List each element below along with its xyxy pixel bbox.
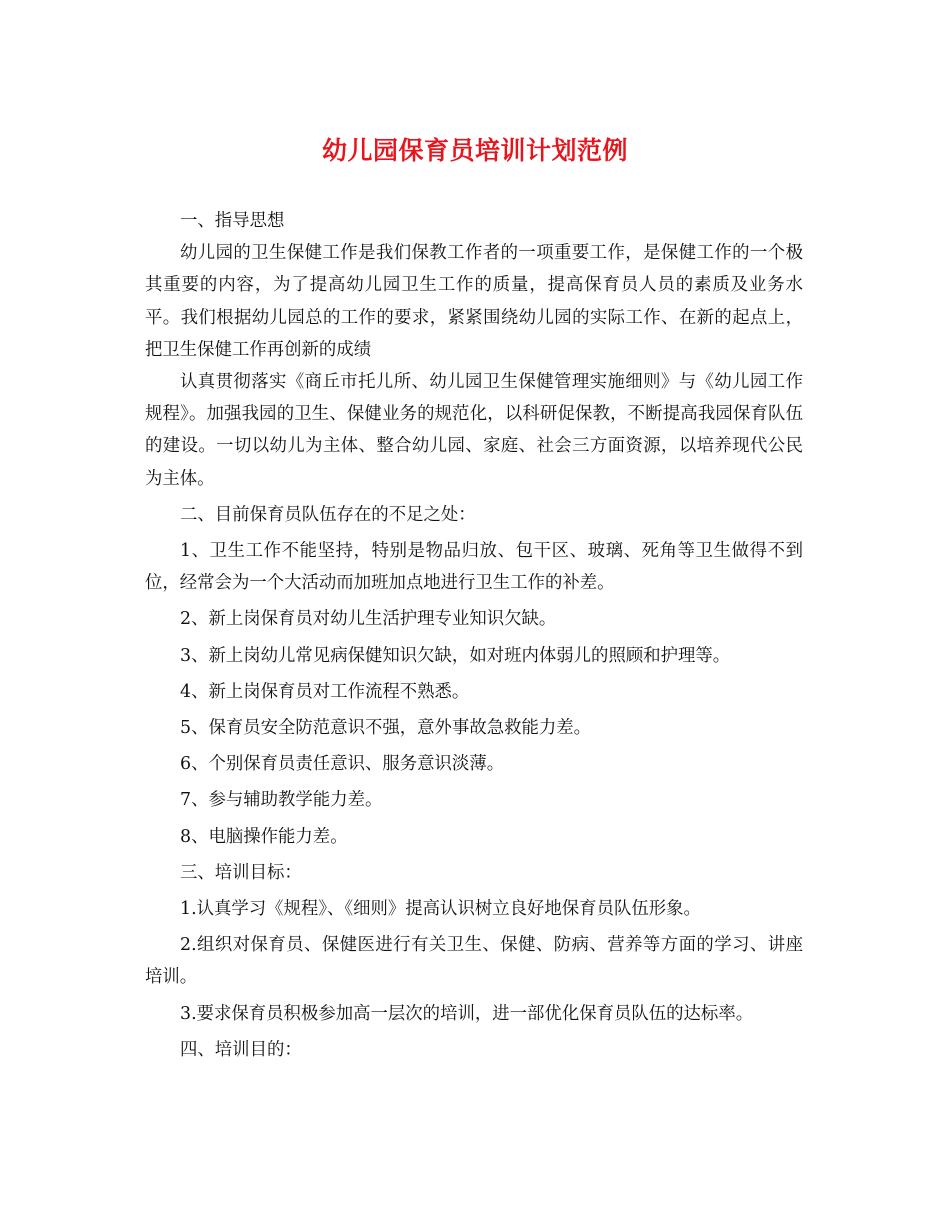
list-item-goal-1: 1.认真学习《规程》、《细则》提高认识树立良好地保育员队伍形象。 [180, 899, 701, 920]
list-item-shortcoming-8: 8、电脑操作能力差。 [180, 826, 348, 847]
list-item-goal-2: 2.组织对保育员、保健医进行有关卫生、保健、防病、营养等方面的学习、讲座培训。 [145, 935, 803, 988]
section-heading-guiding-ideology: 一、指导思想 [180, 211, 285, 231]
paragraph-intro: 幼儿园的卫生保健工作是我们保教工作者的一项重要工作，是保健工作的一个极其重要的内容，为了提高幼儿园卫生工作的质量，提高保育员人员的素质及业务水平。我们根据幼儿园总的工作的要求，紧紧围绕幼儿园的实际工作、在新的起点上，把卫生保健工作再创新的成绩 [145, 243, 803, 360]
list-item-shortcoming-6: 6、个别保育员责任意识、服务意识淡薄。 [180, 754, 505, 775]
list-item-shortcoming-3: 3、新上岗幼儿常见病保健知识欠缺，如对班内体弱儿的照顾和护理等。 [180, 645, 731, 666]
section-heading-training-goals: 三、培训目标： [180, 862, 302, 883]
list-item-shortcoming-2: 2、新上岗保育员对幼儿生活护理专业知识欠缺。 [180, 609, 557, 630]
list-item-shortcoming-7: 7、参与辅助教学能力差。 [180, 790, 383, 811]
section-heading-training-purpose: 四、培训目的： [180, 1039, 302, 1060]
list-item-shortcoming-4: 4、新上岗保育员对工作流程不熟悉。 [180, 681, 470, 702]
section-heading-shortcomings: 二、目前保育员队伍存在的不足之处： [180, 504, 476, 525]
paragraph-implementation: 认真贯彻落实《商丘市托儿所、幼儿园卫生保健管理实施细则》与《幼儿园工作规程》。加强我园的卫生、保健业务的规范化，以科研促保教，不断提高我园保育队伍的建设。一切以幼儿为主体、整合幼儿园、家庭、社会三方面资源，以培养现代公民为主体。 [145, 372, 803, 489]
list-item-goal-3: 3.要求保育员积极参加高一层次的培训，进一部优化保育员队伍的达标率。 [180, 1003, 754, 1024]
document-body [145, 205, 803, 1066]
list-item-shortcoming-1: 1、卫生工作不能坚持，特别是物品归放、包干区、玻璃、死角等卫生做得不到位，经常会为一个大活动而加班加点地进行卫生工作的补差。 [145, 541, 803, 594]
list-item-shortcoming-5: 5、保育员安全防范意识不强，意外事故急救能力差。 [180, 718, 592, 739]
document-title: 幼儿园保育员培训计划范例 [321, 136, 628, 165]
